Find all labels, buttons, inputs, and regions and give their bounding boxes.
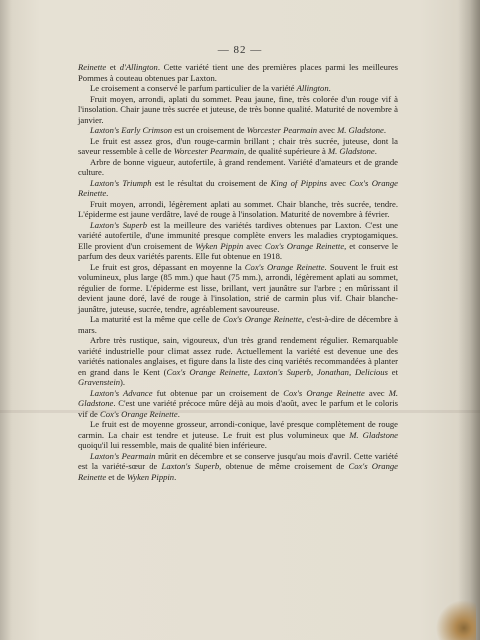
text-segment: . [106,188,109,198]
text-segment: Arbre très rustique, sain, vigoureux, d'un très grand rendement régulier. Remarquable variété industrielle pour climat assez rude. Actuellement la variété est devenue une des variétés nationales anglaises, et figure dans la liste des cinq variétés recommandées à planter en grand dans le Kent ( [78,335,398,377]
paragraph [78,451,398,483]
text-segment: et de [106,471,127,482]
paragraph [78,178,398,199]
text-segment: ). [120,377,126,387]
variety-name: Cox's Orange Reinette [283,387,365,398]
scan-edge-shadow [458,0,480,640]
text-segment: . [383,125,387,135]
text-segment: La maturité est la même que celle de [90,314,223,324]
text-segment: avec [326,177,350,188]
text-segment: . [177,408,180,419]
text-segment: avec [243,240,265,251]
variety-name: M. Gladstone [337,125,384,135]
paragraph [78,314,398,335]
variety-name: Wyken Pippin [195,240,244,251]
text-segment: mûrit en décembre et se conserve jusqu'au mois d'avril. Cette variété est la variété-sœur de [78,450,398,471]
text-segment: Le fruit est gros, dépassant en moyenne la [90,261,245,272]
text-segment: Le croisement a conservé le parfum particulier de la variété [90,83,297,93]
variety-name: Allington [296,83,329,93]
variety-name: Worcester Pearmain [246,125,318,135]
variety-name: Laxton's Early Crimson [90,125,173,135]
variety-name: Laxton's Superb [161,461,220,471]
variety-name: Laxton's Superb [90,219,148,230]
text-segment: avec [364,387,389,398]
page-number: — 82 — [217,44,263,56]
text-segment: quoiqu'il lui ressemble, mais de qualité bien inférieure. [78,440,267,450]
text-segment: . Cette variété tient une des premières places parmi les meilleures Pommes à couteau obtenues par Laxton. [78,62,398,83]
variety-name: Laxton's Advance [90,387,153,398]
variety-name: Cox's Orange Reinette [222,314,302,324]
paragraph [78,136,398,157]
variety-name: M. Gladstone [349,429,398,440]
text-segment: . [328,83,331,93]
text-segment: . [374,146,377,156]
variety-name: M. Gladstone [78,387,399,408]
text-segment: , obtenue de même croisement de [219,461,349,471]
variety-name: Cox's Orange Reinette [264,240,345,251]
text-segment: Fruit moyen, arrondi, aplati du sommet. Peau jaune, fine, très colorée d'un rouge vif à l'insolation. Chair jaune très sucrée et juteuse, de très bonne qualité. Maturité de novembre à janvier. [78,93,398,125]
text-segment: et [387,366,398,377]
variety-name: Cox's Orange Reinette [78,461,398,482]
text-segment: . Souvent le fruit est volumineux, plus large (85 mm.) que haut (75 mm.), arrondi, légèrement aplati au sommet, régulier de forme. L'épiderme est lisse, brillant, vert jaunâtre sur l'arbre ; en mûrissant il devient jaune doré, lavé de rouge à l'insolation, strié de carmin plus vif. Chair blanche-jaunâtre, juteuse, sucrée, tendre, agréablement savoureuse. [78,261,398,314]
variety-name: Gravenstein [78,377,121,387]
body-text [78,62,398,482]
text-segment: . C'est une variété précoce mûre déjà au mois d'août, avec le parfum et le coloris vif de [78,398,398,419]
text-segment: fut obtenue par un croisement de [152,387,284,398]
variety-name: Cox's Orange Reinette [99,408,178,419]
text-segment: Arbre de bonne vigueur, autofertile, à grand rendement. Variété d'amateurs et de grande culture. [78,156,398,177]
text-segment: est la meilleure des variétés tardives obtenues par Laxton. C'est une variété autofertile, d'une immunité presque complète envers les maladies cryptogamiques. Elle provient d'un croisement de [78,219,398,251]
text-segment: avec [317,125,338,135]
text-segment: , c'est-à-dire de décembre à mars. [78,314,398,335]
text-segment: et [106,62,120,72]
variety-name: Cox's Orange Reinette, Laxton's Superb, Jonathan, Delicious [166,366,388,377]
variety-name: Reinette [78,62,107,72]
text-segment: . [174,471,177,482]
variety-name: Cox's Orange Reinette [244,261,325,272]
paragraph [78,419,398,451]
text-segment: Le fruit est de moyenne grosseur, arrondi-conique, lavé presque complètement de rouge carmin. La chair est tendre et juteuse. Le fruit est plus volumineux que [78,419,398,440]
paragraph [78,262,398,315]
variety-name: Wyken Pippin [126,471,175,482]
paragraph [78,388,398,420]
variety-name: Cox's Orange Reinette [78,177,398,198]
paragraph [78,62,398,83]
variety-name: Laxton's Pearmain [90,450,156,461]
paragraph [78,157,398,178]
variety-name: Laxton's Triumph [90,177,152,188]
paragraph [78,94,398,126]
text-segment: est un croisement de [172,125,247,135]
variety-name: d'Allington [119,62,158,72]
text-segment: Le fruit est assez gros, d'un rouge-carmin brillant ; chair très sucrée, juteuse, dont la saveur ressemble à celle de [78,135,398,156]
paragraph [78,199,398,220]
text-segment: est le résultat du croisement de [151,177,271,188]
text-segment: , de qualité supérieure à [243,146,328,156]
corner-stain [436,600,476,640]
paragraph [78,83,398,94]
paragraph [78,220,398,262]
paragraph [78,335,398,388]
text-segment: , et conserve le parfum des deux variétés parents. Elle fut obtenue en 1918. [78,240,398,261]
paragraph [78,125,398,136]
variety-name: Worcester Pearmain [173,146,244,156]
text-segment: Fruit moyen, arrondi, légèrement aplati au sommet. Chair blanche, très sucrée, tendre. L'épiderme est jaune verdâtre, lavé de rouge à l'insolation. Maturité de novembre à février. [78,198,398,219]
variety-name: M. Gladstone [327,146,375,156]
variety-name: King of Pippins [270,177,327,188]
